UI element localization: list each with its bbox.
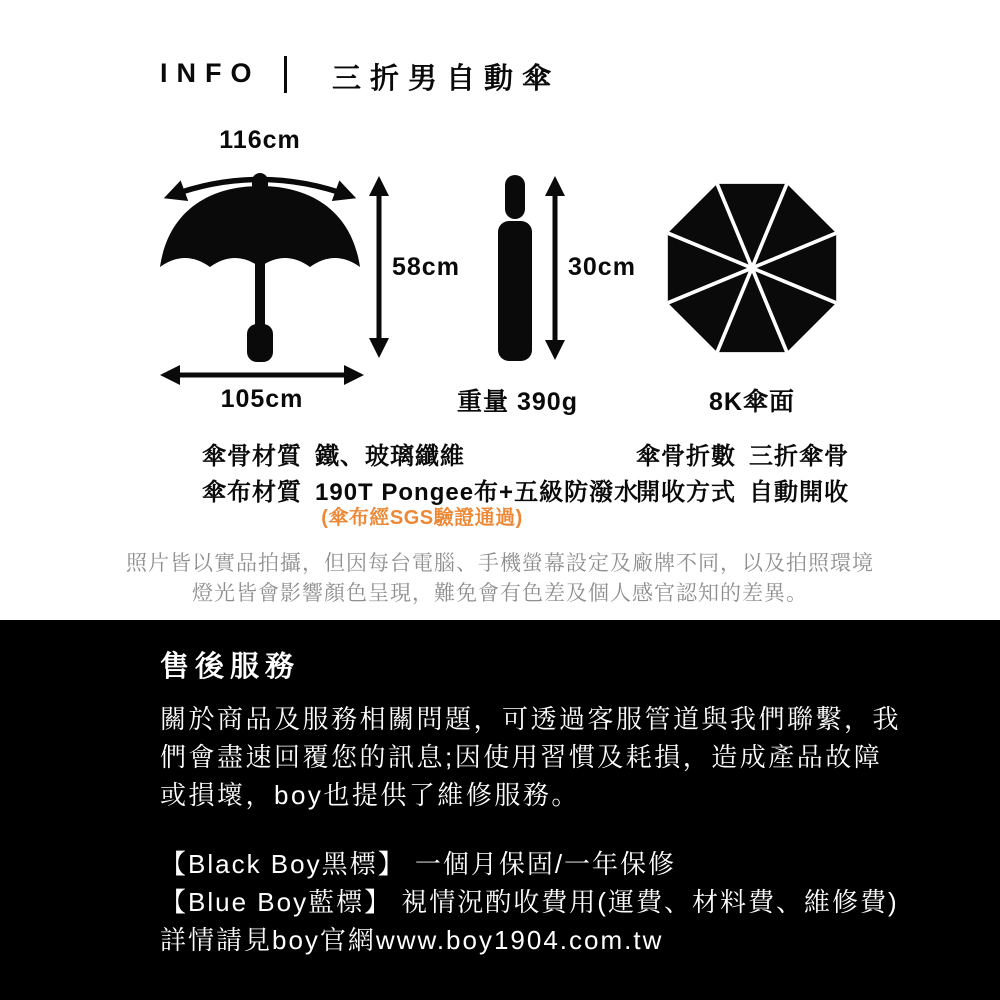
spec-value: 鐵、玻璃纖維 bbox=[315, 443, 465, 470]
spec-label: 傘骨材質 bbox=[202, 443, 302, 470]
spec-row-fold-count bbox=[636, 436, 849, 471]
after-sales-body bbox=[160, 700, 960, 814]
open-umbrella-icon bbox=[160, 172, 360, 363]
warranty-info bbox=[160, 845, 960, 959]
spec-value: 自動開收 bbox=[749, 479, 849, 506]
canopy-arc-width-label: 116cm bbox=[219, 126, 301, 154]
service-body-line: 或損壞，boy也提供了維修服務。 bbox=[160, 780, 580, 810]
official-site-line: 詳情請見boy官網www.boy1904.com.tw bbox=[160, 925, 664, 955]
spec-row-rib-material bbox=[202, 436, 465, 471]
product-title: 三折男自動傘 bbox=[332, 63, 561, 95]
height-double-arrow-icon bbox=[366, 172, 392, 362]
color-disclaimer bbox=[0, 549, 1000, 609]
folded-umbrella-icon bbox=[494, 175, 544, 363]
spec-label: 傘布材質 bbox=[202, 479, 302, 506]
service-body-line: 關於商品及服務相關問題，可透過客服管道與我們聯繫，我 bbox=[160, 704, 902, 734]
disclaimer-line-2: 燈光皆會影響顏色呈現，難免會有色差及個人感官認知的差異。 bbox=[192, 582, 808, 605]
warranty-line-blue-boy: 【Blue Boy藍標】 視情況酌收費用(運費、材料費、維修費) bbox=[160, 887, 899, 917]
spec-value: 三折傘骨 bbox=[749, 443, 849, 470]
info-label: INFO bbox=[160, 58, 261, 88]
spec-row-open-close bbox=[636, 472, 849, 507]
after-sales-title: 售後服務 bbox=[160, 651, 301, 683]
disclaimer-line-1: 照片皆以實品拍攝，但因每台電腦、手機螢幕設定及廠牌不同，以及拍照環境 bbox=[126, 552, 874, 575]
spec-value: 190T Pongee布+五級防潑水 bbox=[315, 479, 640, 506]
sgs-certified-note: (傘布經SGS驗證通過) bbox=[321, 507, 523, 529]
open-diameter-label: 105cm bbox=[220, 385, 304, 413]
canopy-octagon-icon bbox=[660, 176, 844, 360]
header-divider bbox=[284, 56, 287, 93]
weight-label: 重量 390g bbox=[457, 388, 578, 416]
length-double-arrow-icon bbox=[542, 172, 568, 364]
service-body-line: 們會盡速回覆您的訊息;因使用習慣及耗損，造成產品故障 bbox=[160, 742, 883, 772]
after-sales-section bbox=[0, 620, 1000, 1000]
warranty-line-black-boy: 【Black Boy黑標】 一個月保固/一年保修 bbox=[160, 849, 677, 879]
panels-label: 8K傘面 bbox=[709, 388, 795, 416]
spec-label: 傘骨折數 bbox=[636, 443, 736, 470]
spec-label: 開收方式 bbox=[636, 479, 736, 506]
open-height-label: 58cm bbox=[392, 253, 460, 281]
folded-length-label: 30cm bbox=[568, 253, 636, 281]
